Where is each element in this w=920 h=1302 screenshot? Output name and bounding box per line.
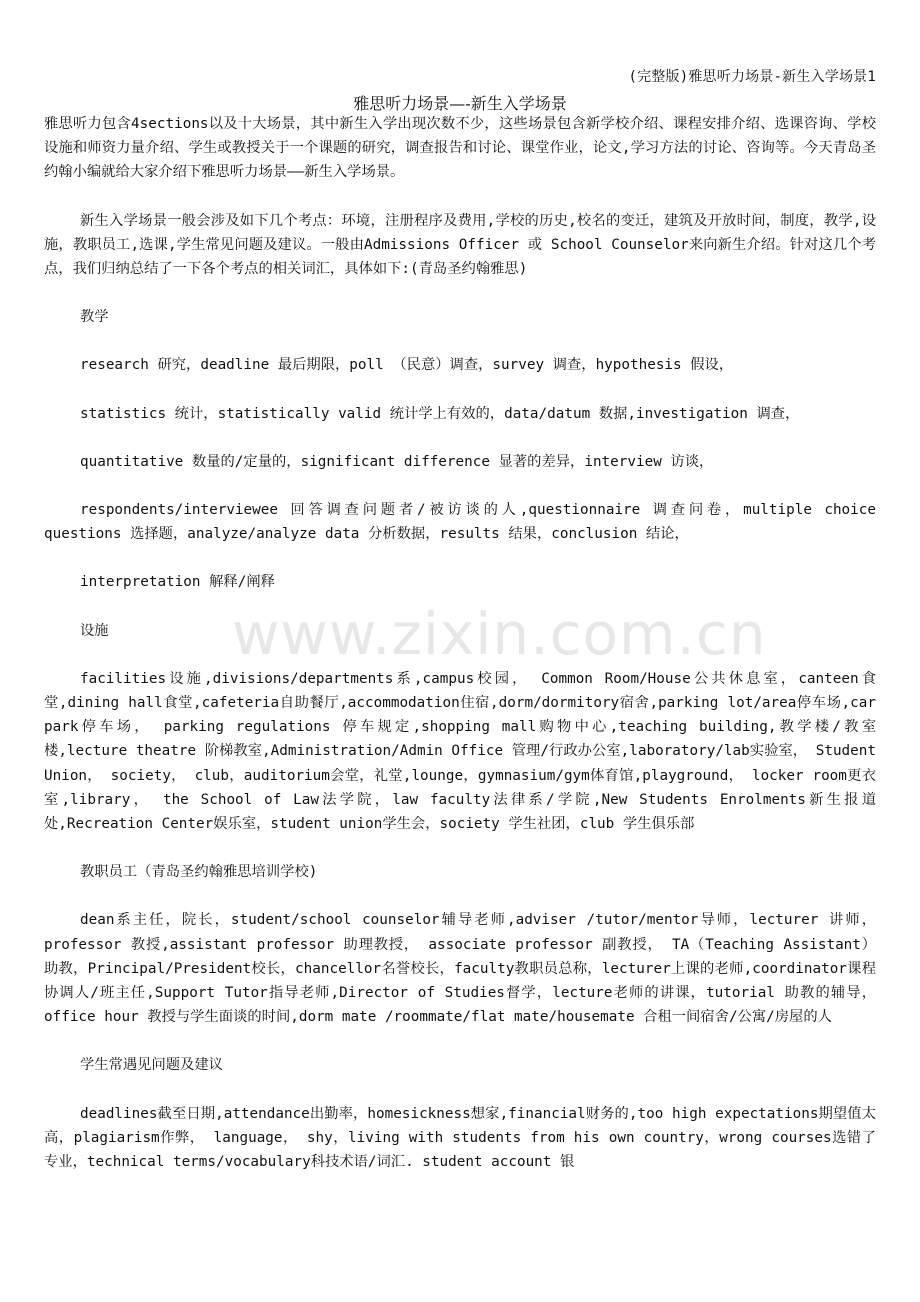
section-heading-facilities: 设施	[80, 622, 109, 639]
teaching-line: research 研究，deadline 最后期限，poll （民意）调查，survey 调查，hypothesis 假设，	[80, 357, 734, 374]
watermark: www.zixin.com.cn	[232, 600, 767, 668]
teaching-line: respondents/interviewee 回答调查问题者/被访谈的人,questionnaire 调查问卷，multiple choice questions 选择题，analyze/analyze data 分析数据，results 结果，conclusion 结论，	[44, 502, 876, 543]
teaching-line: quantitative 数量的/定量的，significant difference 显著的差异，interview 访谈，	[80, 453, 714, 470]
teaching-line: interpretation 解释/阐释	[80, 574, 275, 591]
running-header: (完整版)雅思听力场景-新生入学场景1	[628, 69, 876, 85]
problems-paragraph: deadlines截至日期,attendance出勤率，homesickness想家,financial财务的,too high expectations期望值太高，plagiarism作弊， language， shy，living with students from his own country，wrong courses选错了专业，technical terms/vocabulary科技术语/词汇. student account 银	[44, 1105, 876, 1171]
staff-paragraph: dean系主任，院长，student/school counselor辅导老师,adviser /tutor/mentor导师，lecturer 讲师， professor 教授,assistant professor 助理教授， associate professor 副教授， TA（Teaching Assistant） 助教，Principal/President校长，chancellor名誉校长，faculty教职员总称，lecturer上课的老师,coordinator课程协调人/班主任,Support Tutor指导老师,Director of Studies督学，lecture老师的讲课，tutorial 助教的辅导，office hour 教授与学生面谈的时间,dorm mate /roommate/flat mate/housemate 合租一间宿舍/公寓/房屋的人	[44, 912, 876, 1026]
overview-paragraph: 新生入学场景一般会涉及如下几个考点：环境，注册程序及费用,学校的历史,校名的变迁，建筑及开放时间，制度，教学,设施，教职员工,选课,学生常见问题及建议。一般由Admissions Officer 或 School Counselor来向新生介绍。针对这几个考点，我们归纳总结了一下各个考点的相关词汇，具体如下:(青岛圣约翰雅思)	[44, 212, 876, 278]
section-heading-problems: 学生常遇见问题及建议	[80, 1057, 223, 1074]
intro-paragraph: 雅思听力包含4sections以及十大场景，其中新生入学出现次数不少，这些场景包含新学校介绍、课程安排介绍、选课咨询、学校设施和师资力量介绍、学生或教授关于一个课题的研究，调查报告和讨论、课堂作业，论文,学习方法的讨论、咨询等。今天青岛圣约翰小编就给大家介绍下雅思听力场景——新生入学场景。	[44, 116, 876, 181]
document-title: 雅思听力场景—-新生入学场景	[353, 94, 567, 113]
teaching-line: statistics 统计，statistically valid 统计学上有效的，data/datum 数据,investigation 调查，	[80, 405, 800, 422]
facilities-paragraph: facilities设施,divisions/departments系,campus校园， Common Room/House公共休息室，canteen食堂,dining hall食堂,cafeteria自助餐厅,accommodation住宿,dorm/dormitory宿舍,parking lot/area停车场,car park停车场， parking regulations 停车规定,shopping mall购物中心,teaching building,教学楼/教室楼,lecture theatre 阶梯教室,Administration/Admin Office 管理/行政办公室,laboratory/lab实验室， Student Union， society， club，auditorium会堂，礼堂,lounge，gymnasium/gym体育馆,playground， locker room更衣室,library， the School of Law法学院，law faculty法律系/学院,New Students Enrolments新生报道处,Recreation Center娱乐室，student union学生会，society 学生社团，club 学生俱乐部	[44, 670, 876, 833]
section-heading-staff: 教职员工（青岛圣约翰雅思培训学校)	[80, 864, 318, 881]
section-heading-teaching: 教学	[80, 309, 109, 326]
